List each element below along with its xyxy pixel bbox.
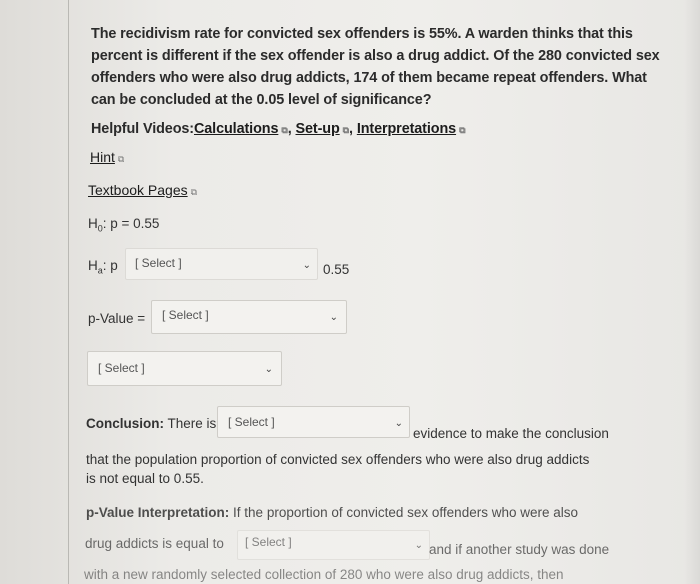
right-shadow — [684, 0, 700, 584]
chevron-down-icon: ⌄ — [329, 312, 338, 323]
external-link-icon: ⧉ — [281, 125, 288, 135]
interpretation-line-3: with a new randomly selected collection of 280 who were also drug addicts, then — [84, 567, 564, 582]
interpretation-text-2: and if another study was done — [429, 542, 610, 557]
chevron-down-icon: ⌄ — [264, 364, 273, 375]
question-line-2: percent is different if the sex offender is also a drug addict. Of the 280 convicted sex — [91, 48, 660, 64]
conclusion-line-3: is not equal to 0.55. — [86, 471, 204, 486]
ha-statement: : p — [102, 258, 118, 273]
question-line-4: can be concluded at the 0.05 level of significance? — [91, 92, 432, 108]
interpretation-text-1: If the proportion of convicted sex offenders who were also — [233, 505, 578, 520]
hint-link[interactable]: Hint — [90, 149, 115, 165]
left-border — [68, 0, 69, 584]
chevron-down-icon: ⌄ — [302, 260, 311, 271]
conclusion-label: Conclusion: — [86, 416, 164, 431]
decision-select[interactable] — [87, 351, 282, 386]
helpful-videos-row — [91, 121, 465, 137]
question-line-1: The recidivism rate for convicted sex offenders is 55%. A warden thinks that this — [91, 26, 633, 42]
question-line-3: offenders who were also drug addicts, 174 of them became repeat offenders. What — [91, 70, 647, 86]
comma-2: , — [349, 121, 353, 137]
ha-subscript: a — [97, 265, 103, 276]
textbook-row — [88, 182, 197, 198]
interpretation-line-2: drug addicts is equal to — [85, 536, 224, 551]
ha-value: 0.55 — [323, 262, 350, 277]
p-value-label: p-Value = — [88, 311, 146, 326]
null-hypothesis — [88, 216, 159, 234]
h0-subscript: 0 — [97, 223, 103, 234]
external-link-icon: ⧉ — [459, 125, 466, 135]
chevron-down-icon: ⌄ — [414, 540, 423, 551]
interpretation-select[interactable] — [237, 530, 430, 560]
conclusion-text-2: evidence to make the conclusion — [413, 426, 609, 441]
interpretations-link[interactable]: Interpretations — [356, 121, 457, 137]
interpretation-label: p-Value Interpretation: — [86, 505, 230, 520]
conclusion-line-2: that the population proportion of convicted sex offenders who were also drug addicts — [86, 452, 590, 467]
external-link-icon: ⧉ — [117, 154, 125, 164]
conclusion-select-value: [ Select ] — [228, 415, 275, 429]
helpful-videos-label: Helpful Videos: — [91, 121, 194, 137]
external-link-icon: ⧉ — [190, 187, 198, 197]
h0-statement: : p = 0.55 — [102, 216, 160, 231]
external-link-icon: ⧉ — [342, 125, 349, 135]
comma-1: , — [287, 121, 292, 137]
p-value-select[interactable] — [151, 300, 347, 334]
p-value-select-value: [ Select ] — [162, 308, 209, 322]
conclusion-lead — [86, 416, 216, 431]
ha-select-value: [ Select ] — [135, 256, 182, 270]
ha-letter: H — [88, 258, 98, 273]
ha-operator-select[interactable] — [125, 248, 318, 280]
textbook-pages-link[interactable]: Textbook Pages — [88, 182, 188, 198]
alt-hypothesis-label — [88, 258, 118, 276]
conclusion-text-1: There is — [167, 416, 217, 431]
decision-select-value: [ Select ] — [98, 361, 145, 375]
setup-link[interactable]: Set-up — [295, 121, 340, 137]
interpretation-lead — [86, 505, 578, 520]
chevron-down-icon: ⌄ — [394, 418, 403, 429]
calculations-link[interactable]: Calculations — [193, 121, 279, 137]
interpretation-select-value: [ Select ] — [245, 535, 292, 549]
hint-row — [90, 149, 124, 165]
h0-letter: H — [88, 216, 98, 231]
conclusion-select[interactable] — [217, 406, 410, 438]
